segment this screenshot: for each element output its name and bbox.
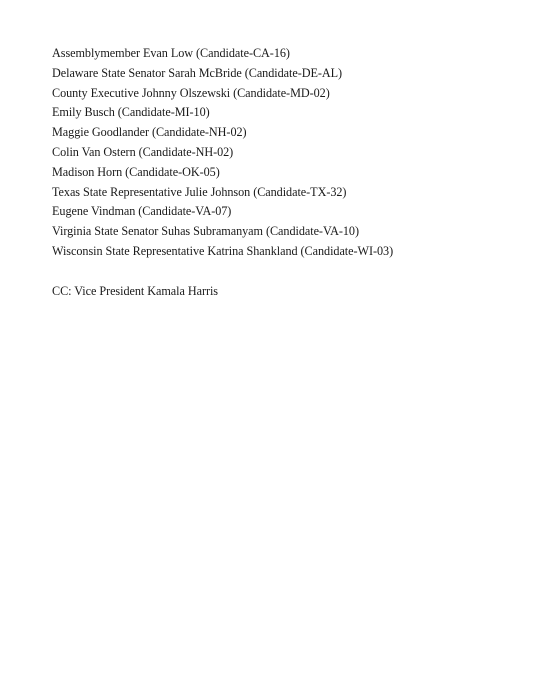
signatory-item: Emily Busch (Candidate-MI-10) — [52, 105, 210, 120]
signatory-item: Assemblymember Evan Low (Candidate-CA-16) — [52, 46, 290, 60]
signatory-item: Colin Van Ostern (Candidate-NH-02) — [52, 144, 234, 159]
signatory-item: County Executive Johnny Olszewski (Candidate-MD-02) — [52, 85, 330, 100]
signatory-item: Delaware State Senator Sarah McBride (Candidate-DE-AL) — [52, 65, 343, 80]
signatory-item: Wisconsin State Representative Katrina Shankland (Candidate-WI-03) — [52, 243, 394, 258]
signatory-item: Madison Horn (Candidate-OK-05) — [52, 164, 220, 179]
signatory-item: Texas State Representative Julie Johnson (Candidate-TX-32) — [52, 184, 347, 199]
signatory-list — [52, 44, 393, 262]
cc-line: CC: Vice President Kamala Harris — [52, 284, 218, 298]
signatory-item: Eugene Vindman (Candidate-VA-07) — [52, 204, 232, 219]
signatory-item: Virginia State Senator Suhas Subramanyam (Candidate-VA-10) — [52, 224, 359, 239]
signatory-item: Maggie Goodlander (Candidate-NH-02) — [52, 125, 247, 140]
